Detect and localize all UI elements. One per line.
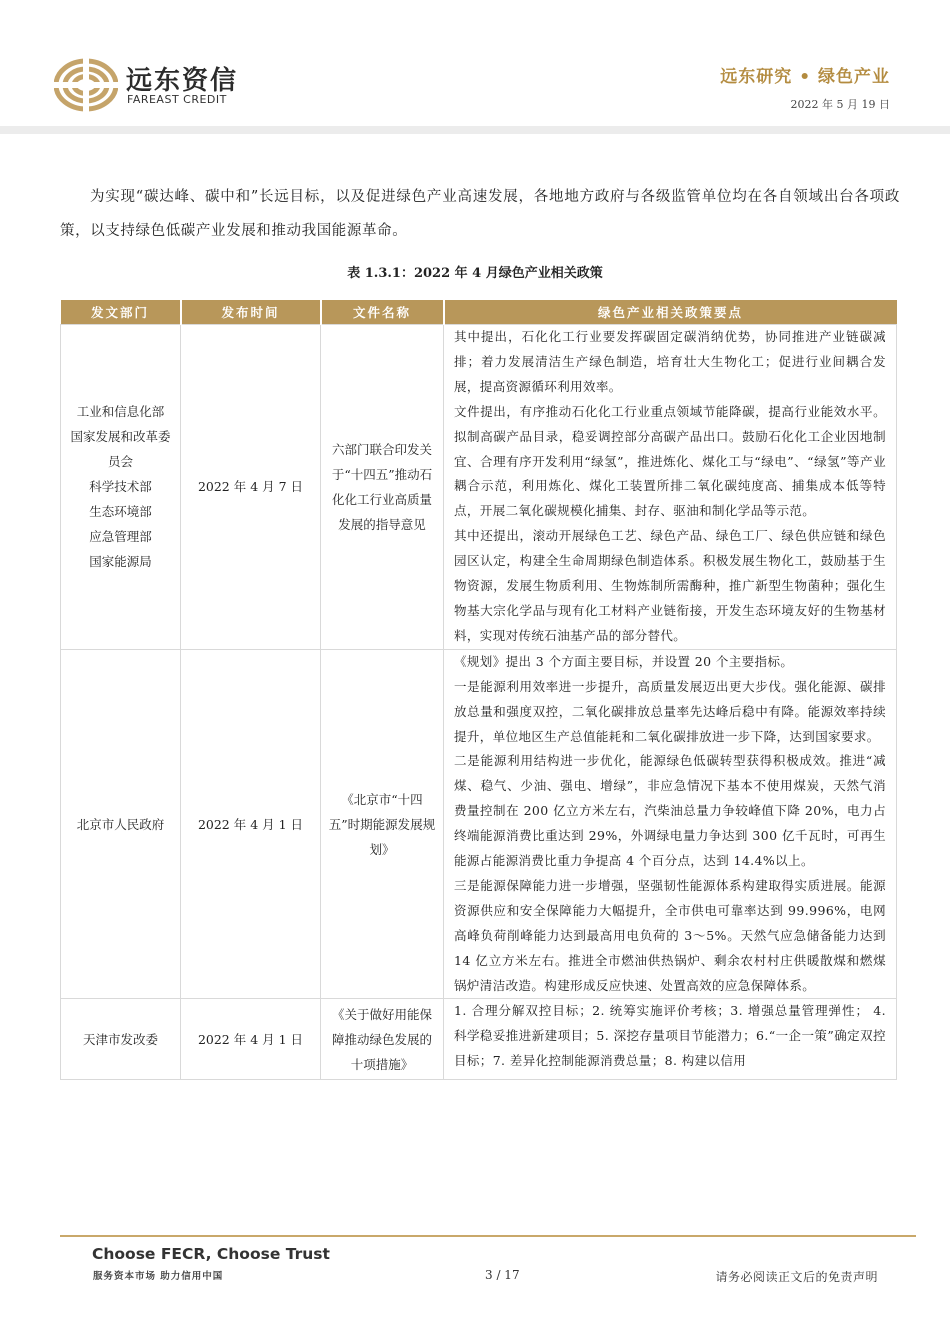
policy-point: 《规划》提出 3 个方面主要目标，并设置 20 个主要指标。 — [454, 653, 794, 669]
disclaimer-note: 请务必阅读正文后的免责声明 — [715, 1270, 878, 1284]
document-cell: 《关于做好用能保障推动绿色发展的十项措施》 — [321, 999, 444, 1080]
table-row — [61, 325, 897, 650]
document-cell: 六部门联合印发关于“十四五”推动石化化工行业高质量发展的指导意见 — [321, 325, 444, 650]
table-row — [61, 649, 897, 999]
date-cell: 2022 年 4 月 1 日 — [181, 649, 321, 999]
logo-text-en: FAREAST CREDIT — [127, 93, 227, 106]
footer-divider — [60, 1235, 916, 1237]
policy-points-cell — [444, 999, 897, 1080]
page-header — [0, 0, 950, 130]
header-divider — [0, 126, 950, 134]
policy-point: 1. 合理分解双控目标；2. 统筹实施评价考核；3. 增强总量管理弹性； 4. 科学稳妥推进新建项目；5. 深挖存量项目节能潜力；6.“一企一策”确定双控目标；7. 差异化控制能源消费总量；8. 构建以信用 — [454, 1003, 886, 1069]
policy-point: 三是能源保障能力进一步增强，坚强韧性能源体系构建取得实质进展。能源资源供应和安全保障能力大幅提升，全市供电可靠率达到 99.996%，电网高峰负荷削峰能力达到最高用电负荷的 3～5%。天然气应急储备能力达到 14 亿立方米左右。推进全市燃油供热锅炉、剩余农村村庄供暖散煤和燃煤锅炉清洁改造。构建形成反应快速、处置高效的应急保障体系。 — [454, 877, 886, 993]
table-caption: 表 1.3.1：2022 年 4 月绿色产业相关政策 — [347, 266, 603, 281]
policy-point: 一是能源利用效率进一步提升，高质量发展迈出更大步伐。强化能源、碳排放总量和强度双控，二氧化碳排放总量率先达峰后稳中有降。能源效率持续提升，单位地区生产总值能耗和二氧化碳排放进一步下降，达到国家要求。 — [454, 678, 886, 744]
date-cell: 2022 年 4 月 1 日 — [181, 999, 321, 1080]
header-document: 文件名称 — [321, 300, 444, 325]
footer-subslogan: 服务资本市场 助力信用中国 — [93, 1271, 224, 1282]
page-number: 3 / 17 — [485, 1268, 520, 1282]
report-date: 2022 年 5 月 19 日 — [790, 98, 890, 111]
intro-paragraph: 为实现“碳达峰、碳中和”长远目标，以及促进绿色产业高速发展，各地地方政府与各级监管单位均在各自领域出台各项政策，以支持绿色低碳产业发展和推动我国能源革命。 — [60, 189, 900, 239]
table-header-row — [61, 300, 897, 325]
policy-points-cell — [444, 325, 897, 650]
department-cell: 天津市发改委 — [61, 999, 181, 1080]
department-cell: 北京市人民政府 — [61, 649, 181, 999]
policy-points-cell — [444, 649, 897, 999]
footer-slogan: Choose FECR, Choose Trust — [92, 1245, 330, 1263]
policy-point: 其中还提出，滚动开展绿色工艺、绿色产品、绿色工厂、绿色供应链和绿色园区认定，构建全生命周期绿色制造体系。积极发展生物化工，鼓励基于生物资源，发展生物质利用、生物炼制所需酶种，推广新型生物菌种；强化生物基大宗化学品与现有化工材料产业链衔接，开发生态环境友好的生物基材料，实现对传统石油基产品的部分替代。 — [454, 528, 886, 643]
policy-point: 文件提出，有序推动石化化工行业重点领域节能降碳，提高行业能效水平。拟制高碳产品目录，稳妥调控部分高碳产品出口。鼓励石化化工企业因地制宜、合理有序开发利用“绿氢”，推进炼化、煤化工与“绿电”、“绿氢”等产业耦合示范，利用炼化、煤化工装置所排二氧化碳纯度高、捕集成本低等特点，开展二氧化碳规模化捕集、封存、驱油和制化学品等示范。 — [454, 403, 886, 519]
policy-point: 其中提出，石化化工行业要发挥碳固定碳消纳优势，协同推进产业链碳减排；着力发展清洁生产绿色制造，培育壮大生物化工；促进行业间耦合发展，提高资源循环利用效率。 — [454, 329, 886, 394]
header-department: 发文部门 — [61, 300, 181, 325]
date-cell: 2022 年 4 月 7 日 — [181, 325, 321, 650]
document-cell: 《北京市“十四五”时期能源发展规划》 — [321, 649, 444, 999]
policy-point: 二是能源利用结构进一步优化，能源绿色低碳转型获得积极成效。推进“减煤、稳气、少油、强电、增绿”，非应急情况下基本不使用煤炭，天然气消费量控制在 200 亿立方米左右，汽柴油总量力争较峰值下降 20%，电力占终端能源消费比重达到 29%，外调绿电量力争达到 300 亿千瓦时，可再生能源占能源消费比重力争提高 4 个百分点，达到 14.4%以上。 — [454, 753, 886, 869]
logo-text-cn: 远东资信 — [126, 66, 239, 96]
header-date: 发布时间 — [181, 300, 321, 325]
report-category-title: 远东研究 • 绿色产业 — [720, 67, 890, 87]
truncated-points — [454, 999, 886, 1079]
policy-table — [60, 300, 897, 1080]
header-policy-points: 绿色产业相关政策要点 — [444, 300, 897, 325]
department-cell: 工业和信息化部 国家发展和改革委员会 科学技术部 生态环境部 应急管理部 国家能源局 — [61, 325, 181, 650]
fareast-logo-icon — [54, 58, 118, 112]
table-row — [61, 999, 897, 1080]
